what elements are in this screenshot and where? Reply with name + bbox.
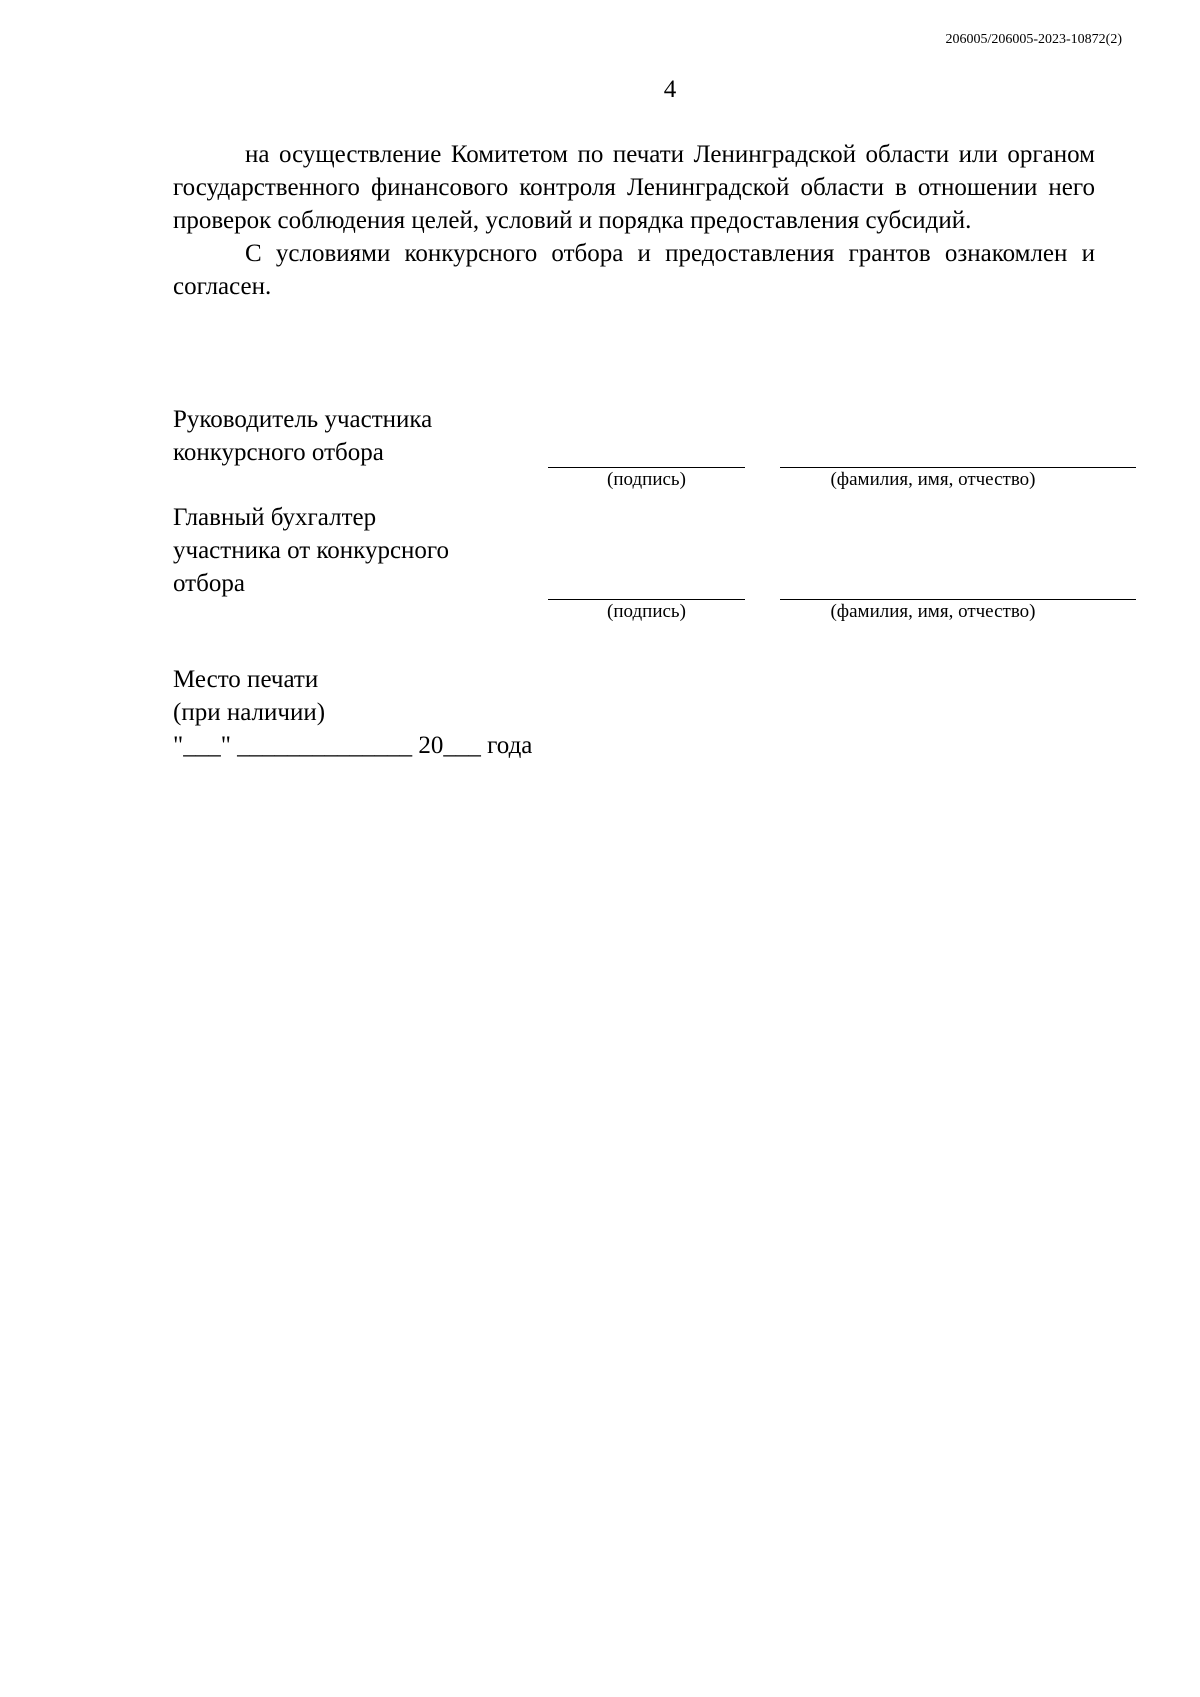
stamp-place-label: Место печати — [173, 666, 319, 693]
paragraph-consent-inspections: на осуществление Комитетом по печати Ленинградской области или органом государственного финансового контроля Ленинградской области в отношении него проверок соблюдения целей, условий и порядка предоставления субсидий. — [173, 141, 1095, 234]
accountant-signature-line — [548, 599, 745, 600]
head-signature-caption: (подпись) — [607, 469, 686, 490]
head-signature-line — [548, 467, 745, 468]
page-number: 4 — [663, 76, 677, 103]
head-signature-label — [173, 403, 533, 469]
date-line: "___" ______________ 20___ года — [173, 732, 533, 759]
document-id: 206005/206005-2023-10872(2) — [945, 32, 1122, 47]
accountant-name-line — [780, 599, 1136, 600]
accountant-label-line-1: Главный бухгалтер — [173, 504, 377, 531]
head-label-line-1: Руководитель участника — [173, 406, 433, 433]
accountant-label-line-2: участника от конкурсного — [173, 537, 450, 564]
head-name-line — [780, 467, 1136, 468]
stamp-block — [173, 663, 532, 762]
body-text — [173, 138, 1095, 303]
accountant-name-caption: (фамилия, имя, отчество) — [830, 601, 1036, 622]
accountant-label-line-3: отбора — [173, 570, 245, 597]
head-label-line-2: конкурсного отбора — [173, 439, 384, 466]
accountant-signature-label — [173, 501, 533, 600]
paragraph-agreement: С условиями конкурсного отбора и предоставления грантов ознакомлен и согласен. — [173, 240, 1095, 300]
accountant-signature-caption: (подпись) — [607, 601, 686, 622]
head-name-caption: (фамилия, имя, отчество) — [830, 469, 1036, 490]
stamp-if-available: (при наличии) — [173, 699, 326, 726]
